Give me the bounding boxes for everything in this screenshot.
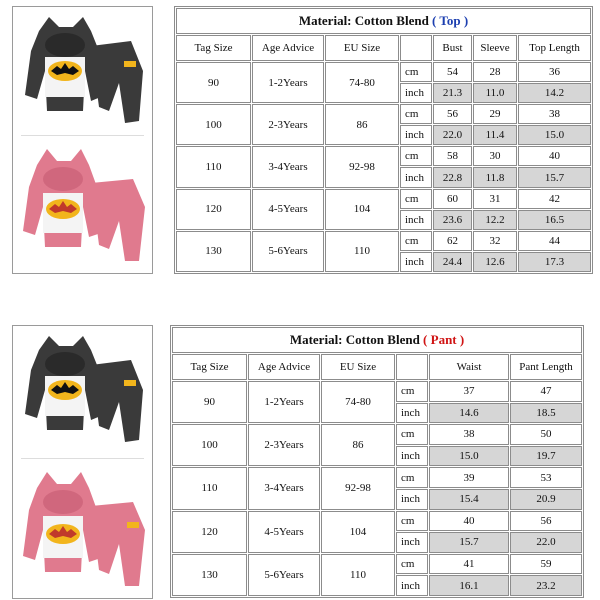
pant-size-table-panel (170, 325, 583, 598)
pink-batman-outfit-image (21, 143, 146, 268)
unit-inch: inch (400, 83, 432, 103)
top-length-inch: 15.0 (518, 125, 591, 145)
header-eu-size: EU Size (321, 354, 395, 380)
table-row (176, 231, 591, 251)
bust-cm: 62 (433, 231, 472, 251)
top-length-cm: 38 (518, 104, 591, 124)
pant-photo-panel (12, 325, 153, 599)
header-bust: Bust (433, 35, 472, 61)
tag-size-cell: 120 (172, 511, 247, 553)
unit-cm: cm (400, 104, 432, 124)
pant-size-table (170, 325, 584, 598)
table-row (172, 467, 582, 488)
eu-size-cell: 74-80 (321, 381, 395, 423)
eu-size-cell: 92-98 (325, 146, 399, 187)
eu-size-cell: 74-80 (325, 62, 399, 103)
unit-cm: cm (400, 231, 432, 251)
eu-size-cell: 86 (321, 424, 395, 466)
top-length-cm: 40 (518, 146, 591, 166)
top-length-cm: 42 (518, 189, 591, 209)
unit-cm: cm (396, 381, 428, 402)
age-advice-cell: 4-5Years (252, 189, 324, 230)
sleeve-cm: 31 (473, 189, 517, 209)
waist-cm: 41 (429, 554, 509, 575)
age-advice-cell: 2-3Years (252, 104, 324, 145)
unit-inch: inch (400, 252, 432, 272)
eu-size-cell: 92-98 (321, 467, 395, 509)
eu-size-cell: 104 (321, 511, 395, 553)
sleeve-inch: 12.2 (473, 210, 517, 230)
pant-length-inch: 20.9 (510, 489, 582, 510)
top-table-title (176, 8, 591, 34)
header-unit (396, 354, 428, 380)
waist-inch: 15.4 (429, 489, 509, 510)
bust-cm: 54 (433, 62, 472, 82)
waist-inch: 16.1 (429, 575, 509, 596)
table-row (176, 189, 591, 209)
tag-size-cell: 90 (176, 62, 251, 103)
top-length-inch: 14.2 (518, 83, 591, 103)
header-unit (400, 35, 432, 61)
header-pant-length: Pant Length (510, 354, 582, 380)
header-age-advice: Age Advice (252, 35, 324, 61)
top-length-inch: 16.5 (518, 210, 591, 230)
age-advice-cell: 3-4Years (248, 467, 320, 509)
tag-size-cell: 110 (172, 467, 247, 509)
bust-cm: 58 (433, 146, 472, 166)
top-size-table-panel (174, 6, 583, 274)
tag-size-cell: 110 (176, 146, 251, 187)
sleeve-inch: 12.6 (473, 252, 517, 272)
unit-inch: inch (400, 125, 432, 145)
unit-inch: inch (396, 489, 428, 510)
bust-cm: 60 (433, 189, 472, 209)
table-row (176, 146, 591, 166)
tag-size-cell: 90 (172, 381, 247, 423)
header-age-advice: Age Advice (248, 354, 320, 380)
sleeve-cm: 29 (473, 104, 517, 124)
waist-cm: 39 (429, 467, 509, 488)
tag-size-cell: 100 (172, 424, 247, 466)
top-photo-panel (12, 6, 153, 274)
top-table-title-text: Material: Cotton Blend (298, 13, 433, 28)
bust-inch: 22.8 (433, 167, 472, 187)
unit-cm: cm (396, 511, 428, 532)
header-eu-size: EU Size (325, 35, 399, 61)
age-advice-cell: 2-3Years (248, 424, 320, 466)
sleeve-inch: 11.0 (473, 83, 517, 103)
waist-inch: 14.6 (429, 403, 509, 424)
unit-cm: cm (400, 62, 432, 82)
age-advice-cell: 4-5Years (248, 511, 320, 553)
sleeve-cm: 30 (473, 146, 517, 166)
top-length-cm: 36 (518, 62, 591, 82)
table-row (172, 554, 582, 575)
tag-size-cell: 130 (172, 554, 247, 596)
bust-inch: 23.6 (433, 210, 472, 230)
top-size-table (174, 6, 593, 274)
bust-cm: 56 (433, 104, 472, 124)
header-top-length: Top Length (518, 35, 591, 61)
top-table-title-accent: ( Top ) (432, 13, 469, 28)
top-length-inch: 17.3 (518, 252, 591, 272)
top-length-inch: 15.7 (518, 167, 591, 187)
header-waist: Waist (429, 354, 509, 380)
tag-size-cell: 120 (176, 189, 251, 230)
waist-inch: 15.7 (429, 532, 509, 553)
eu-size-cell: 110 (325, 231, 399, 272)
sleeve-inch: 11.4 (473, 125, 517, 145)
tag-size-cell: 100 (176, 104, 251, 145)
unit-cm: cm (396, 467, 428, 488)
pant-length-cm: 53 (510, 467, 582, 488)
header-tag-size: Tag Size (176, 35, 251, 61)
table-row (172, 381, 582, 402)
unit-inch: inch (400, 210, 432, 230)
pant-length-inch: 18.5 (510, 403, 582, 424)
pant-table-title (172, 327, 582, 353)
age-advice-cell: 3-4Years (252, 146, 324, 187)
pant-length-inch: 19.7 (510, 446, 582, 467)
dark-batman-outfit-image (21, 330, 146, 452)
unit-cm: cm (396, 424, 428, 445)
dark-batman-outfit-image (21, 11, 146, 133)
bust-inch: 22.0 (433, 125, 472, 145)
age-advice-cell: 5-6Years (252, 231, 324, 272)
pant-length-cm: 47 (510, 381, 582, 402)
eu-size-cell: 110 (321, 554, 395, 596)
table-row (176, 104, 591, 124)
sleeve-cm: 28 (473, 62, 517, 82)
sleeve-inch: 11.8 (473, 167, 517, 187)
waist-cm: 38 (429, 424, 509, 445)
pant-length-inch: 22.0 (510, 532, 582, 553)
sleeve-cm: 32 (473, 231, 517, 251)
pant-length-cm: 56 (510, 511, 582, 532)
unit-inch: inch (400, 167, 432, 187)
pant-length-inch: 23.2 (510, 575, 582, 596)
header-tag-size: Tag Size (172, 354, 247, 380)
unit-cm: cm (396, 554, 428, 575)
unit-inch: inch (396, 403, 428, 424)
unit-inch: inch (396, 575, 428, 596)
pant-table-title-text: Material: Cotton Blend (289, 332, 424, 347)
top-length-cm: 44 (518, 231, 591, 251)
tag-size-cell: 130 (176, 231, 251, 272)
unit-cm: cm (400, 146, 432, 166)
pink-batman-outfit-image (21, 466, 146, 594)
eu-size-cell: 86 (325, 104, 399, 145)
table-row (176, 62, 591, 82)
age-advice-cell: 5-6Years (248, 554, 320, 596)
pant-length-cm: 50 (510, 424, 582, 445)
unit-inch: inch (396, 532, 428, 553)
table-row (172, 424, 582, 445)
pant-table-title-accent: ( Pant ) (423, 332, 465, 347)
unit-cm: cm (400, 189, 432, 209)
unit-inch: inch (396, 446, 428, 467)
pant-length-cm: 59 (510, 554, 582, 575)
header-sleeve: Sleeve (473, 35, 517, 61)
age-advice-cell: 1-2Years (248, 381, 320, 423)
age-advice-cell: 1-2Years (252, 62, 324, 103)
table-row (172, 511, 582, 532)
bust-inch: 24.4 (433, 252, 472, 272)
waist-cm: 40 (429, 511, 509, 532)
eu-size-cell: 104 (325, 189, 399, 230)
waist-cm: 37 (429, 381, 509, 402)
waist-inch: 15.0 (429, 446, 509, 467)
bust-inch: 21.3 (433, 83, 472, 103)
